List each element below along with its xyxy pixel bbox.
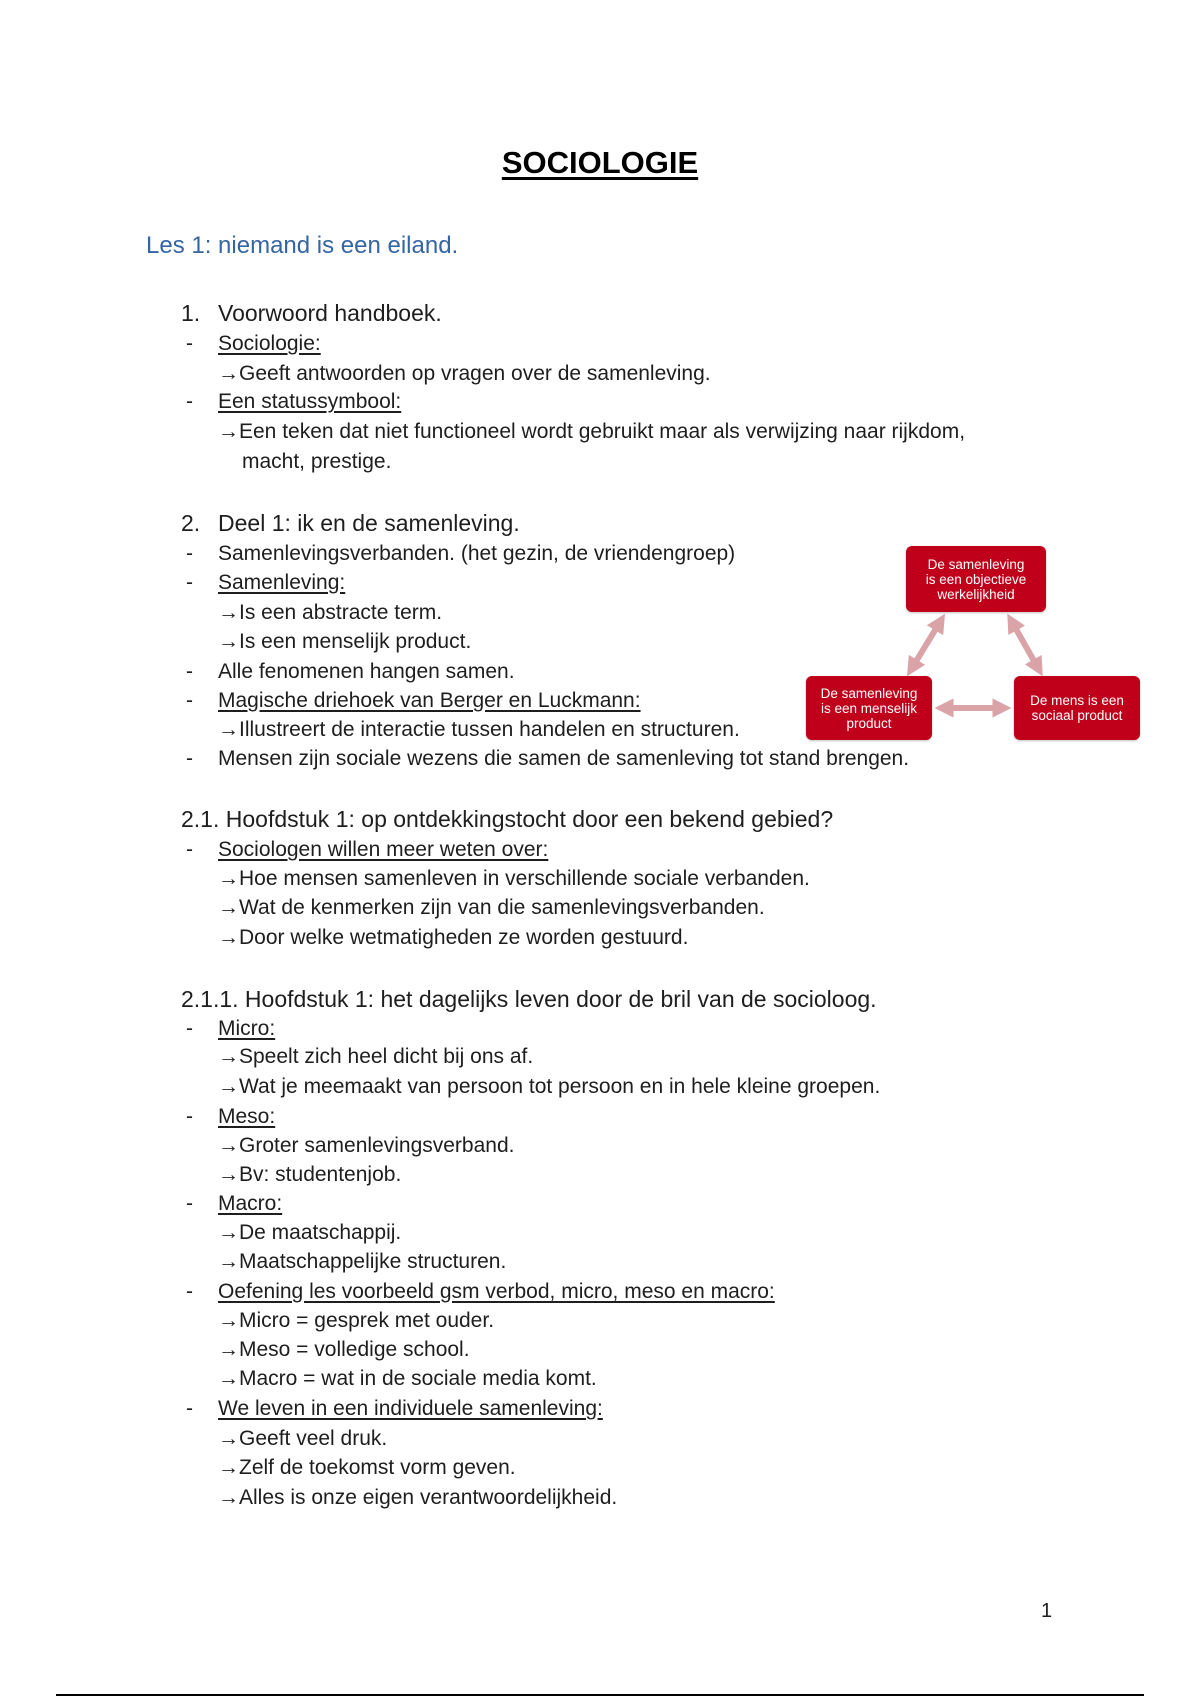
section-number: 1. xyxy=(181,300,201,326)
bullet-text: Samenlevingsverbanden. (het gezin, de vriendengroep) xyxy=(218,542,736,565)
definition-line: →Alles is onze eigen verantwoordelijkheid. xyxy=(218,1486,618,1509)
definition-line: →Speelt zich heel dicht bij ons af. xyxy=(218,1045,534,1068)
definition-line: →Micro = gesprek met ouder. xyxy=(218,1309,495,1332)
bullet-dash: - xyxy=(186,838,193,861)
definition-line: →Is een abstracte term. xyxy=(218,601,443,624)
definition-line: →Is een menselijk product. xyxy=(218,630,472,653)
term-label: We leven in een individuele samenleving: xyxy=(218,1397,603,1420)
diagram-box-human-product: De samenleving is een menselijk product xyxy=(806,676,932,740)
definition-line: →De maatschappij. xyxy=(218,1221,402,1244)
term-label: Een statussymbool: xyxy=(218,390,402,413)
bullet-dash: - xyxy=(186,390,193,413)
bullet-text: Mensen zijn sociale wezens die samen de samenleving tot stand brengen. xyxy=(218,747,910,770)
section-heading: 2.1. Hoofdstuk 1: op ontdekkingstocht door een bekend gebied? xyxy=(181,806,834,832)
term-label: Meso: xyxy=(218,1105,276,1128)
bullet-text: Alle fenomenen hangen samen. xyxy=(218,660,515,683)
definition-line: macht, prestige. xyxy=(242,450,392,473)
term-label: Magische driehoek van Berger en Luckmann: xyxy=(218,689,641,712)
definition-line: →Zelf de toekomst vorm geven. xyxy=(218,1456,516,1479)
magic-triangle-diagram xyxy=(800,540,1145,740)
bullet-dash: - xyxy=(186,332,193,355)
bullet-dash: - xyxy=(186,571,193,594)
definition-line: →Illustreert de interactie tussen handelen en structuren. xyxy=(218,718,740,741)
bullet-dash: - xyxy=(186,747,193,770)
definition-line: →Bv: studentenjob. xyxy=(218,1163,402,1186)
term-label: Sociologie: xyxy=(218,332,321,355)
bullet-dash: - xyxy=(186,1105,193,1128)
bullet-dash: - xyxy=(186,542,193,565)
definition-line: →Groter samenlevingsverband. xyxy=(218,1134,515,1157)
bullet-dash: - xyxy=(186,1192,193,1215)
definition-line: →Geeft veel druk. xyxy=(218,1427,388,1450)
definition-line: →Geeft antwoorden op vragen over de samenleving. xyxy=(218,362,711,385)
bullet-dash: - xyxy=(186,1280,193,1303)
definition-line: →Hoe mensen samenleven in verschillende sociale verbanden. xyxy=(218,867,810,890)
section-heading: 2.1.1. Hoofdstuk 1: het dagelijks leven door de bril van de socioloog. xyxy=(181,986,877,1012)
term-label: Oefening les voorbeeld gsm verbod, micro, meso en macro: xyxy=(218,1280,775,1303)
arrow-top-right xyxy=(1012,622,1038,668)
definition-line: →Meso = volledige school. xyxy=(218,1338,470,1361)
term-label: Micro: xyxy=(218,1017,276,1040)
definition-line: →Wat je meemaakt van persoon tot persoon en in hele kleine groepen. xyxy=(218,1075,881,1098)
lesson-heading: Les 1: niemand is een eiland. xyxy=(146,232,459,259)
page-number: 1 xyxy=(1041,1600,1053,1622)
term-label: Macro: xyxy=(218,1192,283,1215)
definition-line: →Macro = wat in de sociale media komt. xyxy=(218,1367,597,1390)
diagram-box-social-product: De mens is een sociaal product xyxy=(1014,676,1140,740)
bullet-dash: - xyxy=(186,689,193,712)
definition-line: →Door welke wetmatigheden ze worden gestuurd. xyxy=(218,926,689,949)
bullet-dash: - xyxy=(186,660,193,683)
document-title: SOCIOLOGIE xyxy=(501,145,699,180)
diagram-box-objective-reality: De samenleving is een objectieve werkelijkheid xyxy=(906,546,1046,612)
section-number: 2. xyxy=(181,510,201,536)
arrow-top-left xyxy=(912,622,940,668)
section-heading: Voorwoord handboek. xyxy=(218,300,442,326)
definition-line: →Een teken dat niet functioneel wordt gebruikt maar als verwijzing naar rijkdom, xyxy=(218,420,966,443)
term-label: Samenleving: xyxy=(218,571,346,594)
definition-line: →Maatschappelijke structuren. xyxy=(218,1250,507,1273)
term-label: Sociologen willen meer weten over: xyxy=(218,838,549,861)
bullet-dash: - xyxy=(186,1397,193,1420)
bullet-dash: - xyxy=(186,1017,193,1040)
definition-line: →Wat de kenmerken zijn van die samenlevingsverbanden. xyxy=(218,896,765,919)
section-heading: Deel 1: ik en de samenleving. xyxy=(218,510,520,536)
footer-divider xyxy=(56,1694,1144,1696)
